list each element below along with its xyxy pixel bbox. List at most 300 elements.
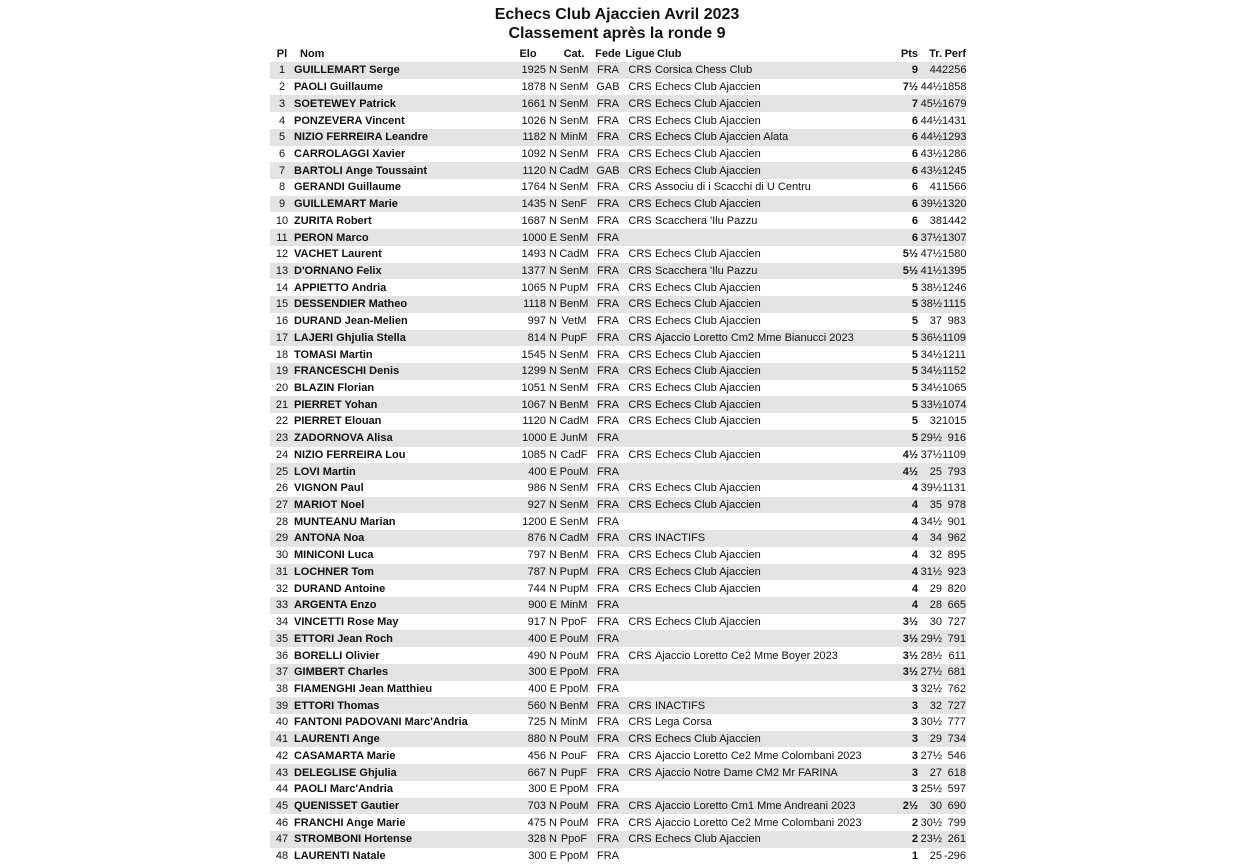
league-cell (625, 664, 655, 681)
club-cell (655, 463, 892, 480)
rank-cell: 13 (270, 263, 294, 280)
points-cell: 5 (892, 330, 918, 347)
category-cell: SenM (559, 515, 589, 528)
performance-cell: 1015 (942, 415, 966, 428)
table-row (270, 597, 966, 614)
points-cell: 3 (892, 731, 918, 748)
tiebreak-cell: 43½ (920, 147, 942, 160)
rank-cell: 43 (270, 764, 294, 781)
points-cell: 3½ (902, 649, 918, 662)
club-cell: Echecs Club Ajaccien (655, 147, 761, 160)
federation-cell: GAB (591, 162, 625, 179)
player-name: DESSENDIER Matheo (294, 296, 499, 313)
points-cell: 5 (911, 281, 918, 294)
elo-cell: 1661 N (499, 95, 557, 112)
performance-cell: 665 (942, 597, 966, 614)
player-name: PERON Marco (294, 229, 499, 246)
rank-cell: 42 (275, 749, 289, 762)
league-cell: CRS (625, 564, 655, 581)
category-cell: PupM (557, 564, 591, 581)
performance-cell: 978 (942, 497, 966, 514)
club-cell: INACTIFS (655, 530, 892, 547)
tiebreak-cell: 25 (929, 850, 942, 863)
tiebreak-cell: 29½ (918, 430, 942, 447)
points-cell: 5 (911, 382, 918, 395)
category-cell: PpoM (557, 664, 591, 681)
performance-cell: 983 (947, 315, 966, 328)
performance-cell: 901 (947, 515, 966, 528)
performance-cell: 1109 (942, 330, 966, 347)
club-cell: Echecs Club Ajaccien (655, 831, 892, 848)
league-cell: CRS (628, 315, 652, 328)
federation-cell: FRA (597, 281, 619, 294)
points-cell: 6 (892, 162, 918, 179)
federation-cell: FRA (597, 315, 619, 328)
elo-cell: 1000 E (499, 430, 557, 447)
table-row (270, 463, 966, 480)
rank-cell: 12 (275, 248, 289, 261)
points-cell: 6 (911, 147, 918, 160)
category-cell: PupM (559, 582, 589, 595)
rank-cell: 7 (270, 162, 294, 179)
category-cell: MinM (557, 597, 591, 614)
table-row (270, 380, 966, 397)
rank-cell: 26 (275, 482, 289, 495)
header-row (270, 46, 966, 62)
rank-cell: 46 (275, 816, 289, 829)
elo-cell: 1299 N (499, 363, 557, 380)
tiebreak-cell: 30 (918, 798, 942, 815)
federation-cell: FRA (591, 530, 625, 547)
table-row (270, 346, 966, 363)
club-cell: Echecs Club Ajaccien Alata (655, 129, 892, 146)
player-name: FIAMENGHI Jean Matthieu (294, 682, 433, 695)
points-cell: 2 (911, 816, 918, 829)
table-row (270, 747, 966, 764)
league-cell (625, 781, 655, 798)
table-row (270, 129, 966, 146)
federation-cell: FRA (591, 263, 625, 280)
performance-cell: 923 (942, 564, 966, 581)
elo-cell: 744 N (527, 582, 557, 595)
league-cell: CRS (625, 62, 655, 79)
rank-cell: 3 (270, 95, 294, 112)
table-row (270, 196, 966, 213)
rank-cell: 45 (270, 798, 294, 815)
player-name: VIGNON Paul (294, 482, 364, 495)
player-name: FRANCESCHI Denis (294, 363, 499, 380)
points-cell: 4 (911, 482, 918, 495)
standings-body (270, 62, 966, 865)
club-cell: Echecs Club Ajaccien (655, 348, 761, 361)
tiebreak-cell: 34½ (920, 348, 942, 361)
tiebreak-cell: 37½ (920, 448, 942, 461)
performance-cell: 1286 (942, 147, 966, 160)
club-cell: Echecs Club Ajaccien (655, 564, 892, 581)
tiebreak-cell: 28½ (920, 649, 942, 662)
elo-cell: 475 N (527, 816, 557, 829)
category-cell: PouM (557, 798, 591, 815)
category-cell: PpoF (557, 831, 591, 848)
table-row (270, 714, 966, 731)
player-name: MARIOT Noel (294, 497, 499, 514)
elo-cell: 1120 N (499, 162, 557, 179)
category-cell: SenM (559, 114, 589, 127)
player-name: LAURENTI Natale (294, 850, 386, 863)
federation-cell: FRA (597, 816, 619, 829)
col-header-pl: Pl (276, 48, 288, 60)
league-cell: CRS (625, 764, 655, 781)
category-cell: JunM (557, 430, 591, 447)
player-name: CARROLAGGI Xavier (294, 147, 406, 160)
tiebreak-cell: 41½ (918, 263, 942, 280)
table-row (270, 764, 966, 781)
federation-cell: FRA (591, 630, 625, 647)
tiebreak-cell: 45½ (918, 95, 942, 112)
player-name: GERANDI Guillaume (294, 181, 401, 194)
rank-cell: 31 (270, 564, 294, 581)
tiebreak-cell: 47½ (920, 248, 942, 261)
club-cell: Echecs Club Ajaccien (655, 296, 892, 313)
tiebreak-cell: 44 (918, 62, 942, 79)
league-cell: CRS (628, 382, 652, 395)
rank-cell: 37 (270, 664, 294, 681)
rank-cell: 1 (270, 62, 294, 79)
league-cell: CRS (628, 582, 652, 595)
player-name: NIZIO FERREIRA Lou (294, 448, 406, 461)
player-name: D'ORNANO Felix (294, 263, 499, 280)
points-cell: 4 (892, 497, 918, 514)
federation-cell: FRA (597, 214, 619, 227)
points-cell: 6 (911, 214, 918, 227)
rank-cell: 29 (270, 530, 294, 547)
elo-cell: 1200 E (522, 515, 557, 528)
tiebreak-cell: 44½ (920, 114, 942, 127)
table-row (270, 79, 966, 96)
category-cell: BenM (559, 549, 589, 562)
tiebreak-cell: 37½ (918, 229, 942, 246)
tiebreak-cell: 34½ (920, 382, 942, 395)
col-header-ligue: Ligue (625, 48, 655, 60)
federation-cell: FRA (597, 649, 619, 662)
federation-cell: FRA (591, 664, 625, 681)
tiebreak-cell: 27½ (920, 749, 942, 762)
tiebreak-cell: 38 (929, 214, 942, 227)
player-name: PAOLI Marc'Andria (294, 783, 393, 796)
league-cell: CRS (625, 731, 655, 748)
performance-cell: 895 (947, 549, 966, 562)
federation-cell: FRA (591, 95, 625, 112)
federation-cell: FRA (597, 549, 619, 562)
rank-cell: 36 (275, 649, 289, 662)
category-cell: BenM (557, 396, 591, 413)
league-cell: CRS (625, 396, 655, 413)
points-cell: 3 (911, 716, 918, 729)
federation-cell: FRA (597, 181, 619, 194)
elo-cell: 1092 N (521, 147, 557, 160)
federation-cell: FRA (597, 147, 619, 160)
points-cell: 4 (892, 564, 918, 581)
rank-cell: 14 (275, 281, 289, 294)
performance-cell: 1431 (942, 114, 966, 127)
club-cell: Corsica Chess Club (655, 62, 892, 79)
club-cell: Echecs Club Ajaccien (655, 415, 761, 428)
rank-cell: 11 (270, 229, 294, 246)
tiebreak-cell: 33½ (918, 396, 942, 413)
points-cell: 3½ (892, 630, 918, 647)
rank-cell: 35 (270, 630, 294, 647)
elo-cell: 560 N (499, 697, 557, 714)
performance-cell: 777 (947, 716, 966, 729)
club-cell: Ajaccio Loretto Cm2 Mme Bianucci 2023 (655, 330, 892, 347)
club-cell (655, 430, 892, 447)
club-cell: Echecs Club Ajaccien (655, 482, 761, 495)
league-cell: CRS (625, 196, 655, 213)
tiebreak-cell: 25 (918, 463, 942, 480)
table-row (270, 580, 966, 597)
player-name: DELEGLISE Ghjulia (294, 764, 499, 781)
club-cell: Scacchera 'Ilu Pazzu (655, 214, 758, 227)
elo-cell: 876 N (499, 530, 557, 547)
category-cell: PouM (559, 649, 589, 662)
table-row (270, 530, 966, 547)
category-cell: PupF (557, 330, 591, 347)
rank-cell: 34 (275, 616, 289, 629)
player-name: LOVI Martin (294, 463, 499, 480)
tiebreak-cell: 41 (929, 181, 942, 194)
club-cell (655, 664, 892, 681)
category-cell: SenM (557, 497, 591, 514)
tiebreak-cell: 31½ (918, 564, 942, 581)
club-cell: Echecs Club Ajaccien (655, 363, 892, 380)
category-cell: MinM (557, 129, 591, 146)
elo-cell: 328 N (499, 831, 557, 848)
club-cell: Associu di i Scacchi di U Centru (655, 181, 811, 194)
player-name: MUNTEANU Marian (294, 515, 396, 528)
player-name: MINICONI Luca (294, 549, 374, 562)
performance-cell: 1442 (942, 214, 966, 227)
category-cell: PpoF (560, 616, 588, 629)
category-cell: MinM (560, 716, 588, 729)
club-cell: Echecs Club Ajaccien (655, 497, 892, 514)
elo-cell: 1545 N (521, 348, 557, 361)
elo-cell: 814 N (499, 330, 557, 347)
club-cell: Ajaccio Loretto Cm1 Mme Andreani 2023 (655, 798, 892, 815)
club-cell: Echecs Club Ajaccien (655, 248, 761, 261)
category-cell: SenM (559, 348, 589, 361)
federation-cell: FRA (597, 114, 619, 127)
performance-cell: 734 (942, 731, 966, 748)
player-name: GUILLEMART Marie (294, 196, 499, 213)
points-cell: 3½ (892, 664, 918, 681)
player-name: ANTONA Noa (294, 530, 499, 547)
tiebreak-cell: 30½ (920, 816, 942, 829)
performance-cell: 681 (942, 664, 966, 681)
table-row (270, 246, 966, 263)
elo-cell: 300 E (528, 783, 557, 796)
elo-cell: 1182 N (499, 129, 557, 146)
club-cell: Ajaccio Loretto Ce2 Mme Colombani 2023 (655, 749, 862, 762)
player-name: BARTOLI Ange Toussaint (294, 162, 499, 179)
tiebreak-cell: 32 (929, 549, 942, 562)
rank-cell: 41 (270, 731, 294, 748)
points-cell: 4½ (902, 448, 918, 461)
rank-cell: 6 (278, 147, 286, 160)
federation-cell: FRA (591, 497, 625, 514)
category-cell: PouM (557, 630, 591, 647)
points-cell: 3 (892, 764, 918, 781)
category-cell: SenM (559, 147, 589, 160)
tiebreak-cell: 34 (918, 530, 942, 547)
tiebreak-cell: 29 (929, 582, 942, 595)
player-name: PIERRET Elouan (294, 415, 382, 428)
rank-cell: 27 (270, 497, 294, 514)
table-row (270, 814, 966, 831)
rank-cell: 48 (275, 850, 289, 863)
club-cell: Echecs Club Ajaccien (655, 731, 892, 748)
federation-cell: FRA (591, 296, 625, 313)
club-cell: Echecs Club Ajaccien (655, 196, 892, 213)
points-cell: 4 (911, 549, 918, 562)
rank-cell: 33 (270, 597, 294, 614)
performance-cell: 1152 (942, 363, 966, 380)
page-subtitle: Classement après la ronde 9 (508, 25, 726, 42)
league-cell (625, 681, 655, 698)
federation-cell: FRA (591, 831, 625, 848)
elo-cell: 300 E (528, 850, 557, 863)
tiebreak-cell: 32 (929, 415, 942, 428)
player-name: NIZIO FERREIRA Leandre (294, 129, 499, 146)
club-cell (655, 781, 892, 798)
league-cell: CRS (628, 248, 652, 261)
category-cell: BenM (557, 697, 591, 714)
rank-cell: 23 (270, 430, 294, 447)
player-name: VACHET Laurent (294, 248, 382, 261)
federation-cell: FRA (597, 348, 619, 361)
federation-cell: FRA (591, 229, 625, 246)
club-cell (655, 630, 892, 647)
category-cell: CadM (557, 530, 591, 547)
elo-cell: 1067 N (499, 396, 557, 413)
club-cell (655, 848, 892, 865)
league-cell: CRS (628, 214, 652, 227)
category-cell: SenM (557, 363, 591, 380)
federation-cell: FRA (591, 463, 625, 480)
elo-cell: 1377 N (499, 263, 557, 280)
club-cell: Echecs Club Ajaccien (655, 382, 761, 395)
league-cell: CRS (628, 348, 652, 361)
tiebreak-cell: 43½ (918, 162, 942, 179)
rank-cell: 25 (270, 463, 294, 480)
points-cell: 5 (892, 430, 918, 447)
club-cell (655, 513, 892, 530)
club-cell: Scacchera 'Ilu Pazzu (655, 263, 892, 280)
club-cell (655, 681, 892, 698)
table-row (270, 162, 966, 179)
points-cell: 4½ (892, 463, 918, 480)
federation-cell: FRA (591, 564, 625, 581)
category-cell: BenM (557, 296, 591, 313)
performance-cell: 1211 (942, 348, 966, 361)
performance-cell: 762 (947, 682, 966, 695)
performance-cell: 1320 (942, 196, 966, 213)
points-cell: 6 (911, 181, 918, 194)
points-cell: 5½ (892, 263, 918, 280)
col-header-club: Club (657, 48, 682, 60)
club-cell: Echecs Club Ajaccien (655, 582, 761, 595)
player-name: LOCHNER Tom (294, 564, 499, 581)
tiebreak-cell: 44½ (920, 81, 942, 94)
elo-cell: 400 E (499, 630, 557, 647)
table-row (270, 681, 966, 698)
points-cell: 4 (911, 582, 918, 595)
table-row (270, 697, 966, 714)
table-row (270, 330, 966, 347)
rank-cell: 18 (275, 348, 289, 361)
league-cell (625, 513, 655, 530)
tiebreak-cell: 36½ (918, 330, 942, 347)
federation-cell: FRA (597, 749, 619, 762)
league-cell: CRS (625, 530, 655, 547)
tiebreak-cell: 29½ (918, 630, 942, 647)
elo-cell: 787 N (499, 564, 557, 581)
performance-cell: 611 (948, 649, 966, 662)
rank-cell: 38 (275, 682, 289, 695)
category-cell: SenM (559, 81, 589, 94)
league-cell: CRS (628, 415, 652, 428)
tiebreak-cell: 23½ (918, 831, 942, 848)
elo-cell: 1925 N (499, 62, 557, 79)
rank-cell: 5 (270, 129, 294, 146)
federation-cell: FRA (597, 448, 619, 461)
points-cell: 5 (911, 315, 918, 328)
points-cell: 4 (892, 530, 918, 547)
performance-cell: 799 (947, 816, 966, 829)
elo-cell: 1878 N (521, 81, 557, 94)
points-cell: 5 (911, 415, 918, 428)
performance-cell: 618 (942, 764, 966, 781)
league-cell (625, 597, 655, 614)
elo-cell: 1120 N (522, 415, 557, 428)
table-row (270, 798, 966, 815)
category-cell: SenF (557, 196, 591, 213)
federation-cell: FRA (591, 330, 625, 347)
player-name: ETTORI Thomas (294, 697, 499, 714)
player-name: LAJERI Ghjulia Stella (294, 330, 499, 347)
elo-cell: 667 N (499, 764, 557, 781)
elo-cell: 456 N (527, 749, 557, 762)
tiebreak-cell: 29 (918, 731, 942, 748)
tiebreak-cell: 27 (918, 764, 942, 781)
federation-cell: FRA (597, 783, 619, 796)
club-cell: Ajaccio Loretto Ce2 Mme Boyer 2023 (655, 649, 838, 662)
table-row (270, 279, 966, 296)
tiebreak-cell: 34½ (918, 363, 942, 380)
rank-cell: 9 (270, 196, 294, 213)
points-cell: 5 (892, 363, 918, 380)
col-header-fede: Fede (595, 48, 621, 60)
federation-cell: FRA (597, 716, 619, 729)
league-cell: CRS (625, 296, 655, 313)
elo-cell: 1000 E (499, 229, 557, 246)
performance-cell: 820 (947, 582, 966, 595)
rank-cell: 19 (270, 363, 294, 380)
player-name: BORELLI Olivier (294, 649, 380, 662)
elo-cell: 400 E (499, 463, 557, 480)
category-cell: PouF (560, 749, 588, 762)
league-cell: CRS (628, 448, 652, 461)
points-cell: 3 (911, 749, 918, 762)
